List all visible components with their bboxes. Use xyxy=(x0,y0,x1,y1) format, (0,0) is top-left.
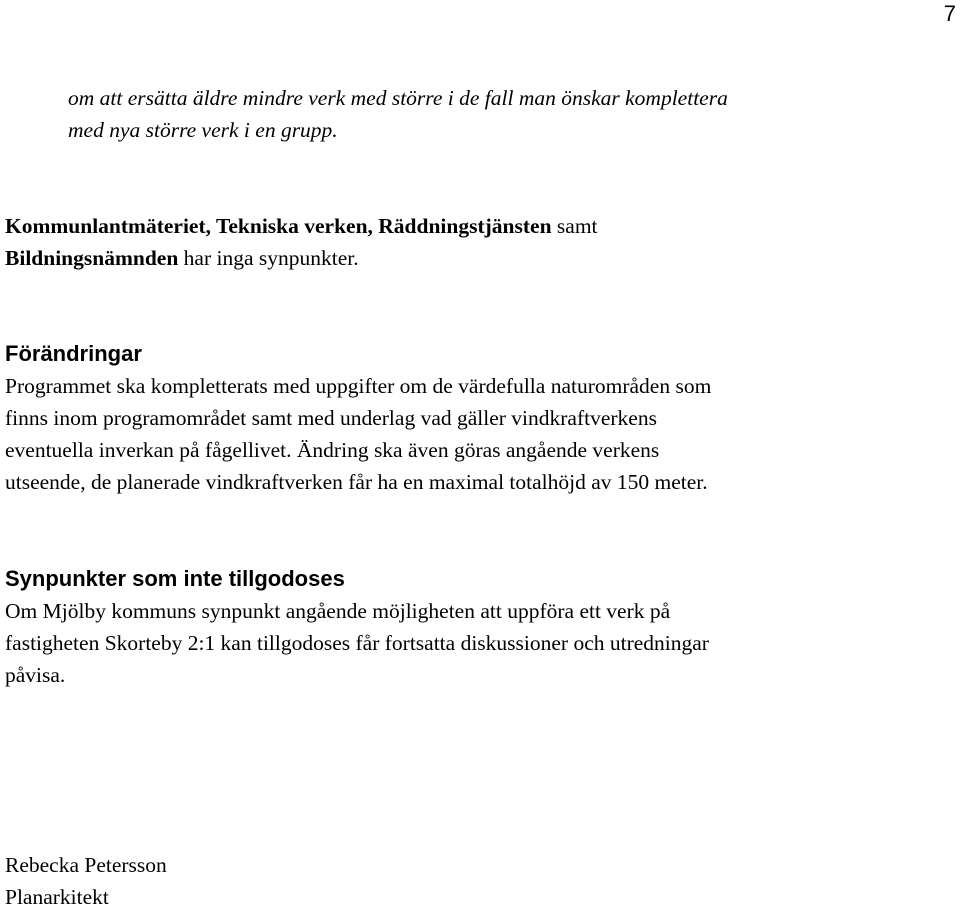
section-heading-forandringar: Förändringar xyxy=(5,341,142,366)
paragraph-line: eventuella inverkan på fågellivet. Ändring ska även göras angående verkens xyxy=(5,438,660,462)
paragraph-line: finns inom programområdet samt med underlag vad gäller vindkraftverkens xyxy=(5,406,657,430)
organisations-text: samt xyxy=(551,214,598,238)
paragraph-line: påvisa. xyxy=(5,663,66,687)
quote-paragraph xyxy=(68,82,728,146)
paragraph-line: utseende, de planerade vindkraftverken får ha en maximal totalhöjd av 150 meter. xyxy=(5,470,708,494)
paragraph-line: Om Mjölby kommuns synpunkt angående möjligheten att uppföra ett verk på xyxy=(5,599,671,623)
organisations-bold: Bildningsnämnden xyxy=(5,246,179,270)
page-number: 7 xyxy=(943,1,956,26)
synpunkter-paragraph xyxy=(5,595,709,691)
organisations-bold: Kommunlantmäteriet, Tekniska verken, Räddningstjänsten xyxy=(5,214,552,238)
forandringar-paragraph xyxy=(5,370,711,498)
organisations-text: har inga synpunkter. xyxy=(178,246,359,270)
paragraph-line: fastigheten Skorteby 2:1 kan tillgodoses får fortsatta diskussioner och utredningar xyxy=(5,631,709,655)
quote-line: om att ersätta äldre mindre verk med större i de fall man önskar komplettera xyxy=(68,86,728,110)
signature-block xyxy=(5,849,167,913)
paragraph-line: Programmet ska kompletterats med uppgifter om de värdefulla naturområden som xyxy=(5,374,712,398)
organisations-paragraph xyxy=(5,210,598,274)
signature-title: Planarkitekt xyxy=(5,885,109,909)
quote-line: med nya större verk i en grupp. xyxy=(68,118,338,142)
signature-name: Rebecka Petersson xyxy=(5,853,167,877)
section-heading-synpunkter: Synpunkter som inte tillgodoses xyxy=(5,566,345,591)
